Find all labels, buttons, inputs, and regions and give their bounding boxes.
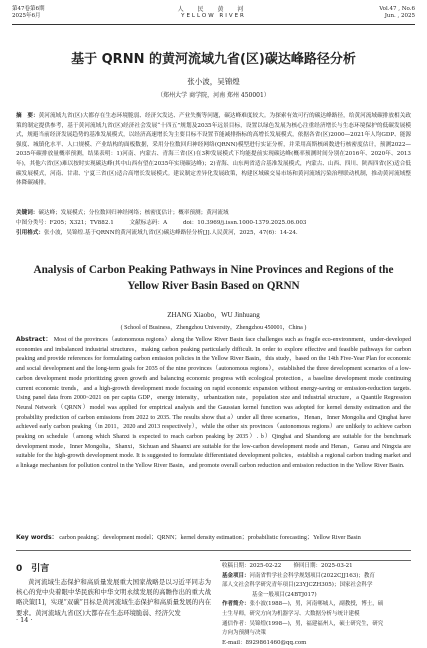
- abstract-en-text: Most of the provinces（autonomous regions）along the Yellow River Basin face challenges such as fragile eco-environment，under-developed economies and imbalanced industrial structures，making carbon peaking particularly difficult. In order to explore effective and feasible pathways for carbon peaking and provide references for formulating carbon emission policies in the Yellow River Basin，this study，based on the 14th Five-Year Plan for economic and social development and the long-term goals for 2035 of the nine provinces（autonomous regions），established the three development scenarios of a low-carbon development mode prioritizing green growth and balancing economic progress with ecological protection，a baseline development mode continuing current economic trends，and a high-growth development mode focusing on rapid economic expansion without energy-saving or emission-reduction targets. Using panel data from 2000~2021 on per capita GDP，energy intensity，urbanization rate，population size and industrial structure，a Quantile Regression Neural Network（QRNN）model was applied for empirical analysis and the Gaussian kernel function was adopted for kernel density estimation and the probability prediction of carbon emissions from 2022 to 2035. The results show that a）under all three scenarios，Henan，Inner Mongolia and Qinghai have achieved early carbon peaking（in 2011，2020 and 2013 respectively），while the other six provinces（autonomous regions）are unlikely to achieve carbon peaking on schedule（among which Shanxi is expected to reach carbon peaking by 2035）. b）Qinghai and Shandong are suitable for the benchmark development mode，Inner Mongolia，Shanxi，Sichuan and Shaanxi are suitable for the low-carbon development mode and Henan，Gansu and Ningxia are suitable for the high-growth development mode. It is suggested to formulate differentiated development policies，establish a regional carbon trading market and a linkage mechanism for pollution control in the Yellow River Basin，and promote overall carbon reduction and emission reduction in the Yellow River Basin.: [16, 337, 412, 470]
- affiliation-cn: （郑州大学 商学院，河南 郑州 450001）: [157, 92, 270, 99]
- page-number: · 14 ·: [16, 616, 33, 624]
- document-code: 文献标志码：A: [129, 220, 168, 226]
- footnote: [222, 562, 411, 648]
- citation-cn-text: 张小波，吴锦煌.基于QRNN的黄河流域九省(区)碳达峰路径分析[J].人民黄河，2025，47(6)：14-24.: [43, 230, 298, 236]
- header-date-en: Jun. , 2025: [384, 13, 415, 19]
- citation-cn-label: 引用格式：: [16, 230, 44, 236]
- header-volume-cn: 第47卷第6期: [12, 6, 45, 12]
- author-email: E-mail：8929861460@qq.com: [222, 639, 307, 646]
- abstract-en: [16, 335, 411, 472]
- citation-cn: [16, 229, 411, 239]
- fund-label: 基金项目：: [222, 572, 250, 579]
- header-journal-cn: 人 民 黄 河: [177, 6, 250, 13]
- authors-en: ZHANG Xiaobo，WU Jinhuang: [167, 311, 260, 319]
- keywords-en: [16, 533, 411, 544]
- author-line-4: 方向为预测与决策: [222, 630, 267, 637]
- clc-number: 中图分类号：F205；X321；TV882.1: [16, 220, 114, 226]
- title-en: Analysis of Carbon Peaking Pathways in Nine Provinces and Regions of the Yellow River Basin Based on QRNN: [33, 264, 394, 292]
- footnote-rule: [220, 560, 411, 561]
- header-rule: [12, 24, 415, 25]
- dates-line: [222, 562, 411, 572]
- author-line-3: 通信作者：吴锦煌(1998—)，男，福建福州人，硕士研究生，研究: [222, 620, 384, 627]
- abstract-cn-label: 摘 要：: [16, 113, 39, 119]
- section-heading-intro: 0 引言: [16, 564, 50, 574]
- header-right: [379, 6, 415, 20]
- received-date: 收稿日期：2025-02-22: [222, 563, 282, 569]
- doi: doi：10.3969/j.issn.1000-1379.2025.06.003: [182, 220, 307, 226]
- classification-line: [16, 219, 411, 229]
- author-text-1: 张小波(1988—)，男，河南郸城人，副教授，博士，硕: [249, 601, 384, 608]
- header-center: [12, 6, 415, 20]
- section-divider: [16, 550, 411, 551]
- intro-paragraph: 黄河流域生态保护和高质量发展重大国家战略是以习近平同志为核心的党中央着眼中华民族和中华文明永续发展的高瞻作出的重大战略决策[1]，实现“双碳”目标是黄河流域生态保护和高质量发展的内在要求。黄河流域九省(区)大都存在生态环境脆弱、经济欠发: [16, 578, 211, 617]
- fund-text-1: 河南省哲学社会科学规划项目(2022CJJ163)；教育: [249, 572, 375, 579]
- authors-cn: 张小波，吴锦煌: [187, 77, 240, 86]
- revised-date: 修回日期：2025-03-21: [293, 563, 353, 569]
- header-date-cn: 2025年6月: [12, 13, 41, 19]
- abstract-cn-text: 黄河流域九省(区)大都存在生态环境脆弱、经济欠发达、产业失衡等问题，碳达峰难度较大。为探索有效可行的碳达峰路径，给黄河流域碳排放相关政策的制定提供参考，基于黄河流域九省(区)经济社会发展“十四五”规划及2035年远景目标，设置以绿色发展为核心注重经济增长与生态环境保护的低碳发展模式，规避当前经济发展趋势的基准发展模式，以经济高速增长为主要目标不设置节能减排指标的高增长发展模式，依据各省(区)2000—2021年人均GDP、能源强度、城镇化水平、人口规模、产业结构的面板数据，采用分位数回归神经网络(QRNN)模型进行实证分析，并采用高斯核函数进行核密度估计，预测2022—2035年碳排放量概率预测，结果表明：1)河南、内蒙古、青海三省(区)在3种发展模式下均能提前实现碳达峰(概率预测时间分别在2016年、2020年、2013年)，其他六省(区)难以按时实现碳达峰(其中山西有望在2035年实现碳达峰)；2)青海、山东两省适合基准发展模式，内蒙古、山西、四川、陕西四省(区)适合低碳发展模式，河南、甘肃、宁夏三省(区)适合高增长发展模式。建议制定差异化发展政策，构建区域碳交易市场和黄河流域污染治理联动机制，推动黄河流域整体降碳减排。: [16, 113, 411, 187]
- author-line-1: [222, 600, 411, 610]
- keywords-cn-label: 关键词：: [16, 210, 39, 216]
- affiliation-en: ( School of Business，Zhengzhou University，Zhengzhou 450001，China ): [120, 325, 307, 331]
- author-label: 作者简介：: [222, 601, 250, 608]
- keywords-en-text: carbon peaking；development model；QRNN；kernel density estimation；probabilistic forecasting；Yellow River Basin: [59, 535, 361, 541]
- fund-line-3: 基金一般项目(24BTJ017): [252, 591, 317, 598]
- title-cn: 基于 QRNN 的黄河流域九省(区)碳达峰路径分析: [71, 52, 356, 67]
- abstract-en-label: Abstract：: [16, 336, 52, 343]
- keywords-cn: [16, 209, 411, 219]
- keywords-en-label: Key words：: [16, 534, 58, 541]
- fund-line-1: [222, 572, 411, 582]
- fund-line-2: 部人文社会科学研究青年项目(23YJCZH305)；国家社会科学: [222, 582, 373, 589]
- header-volume-en: Vol.47 , No.6: [379, 6, 415, 12]
- header-journal-en: YELLOW RIVER: [181, 13, 246, 19]
- abstract-cn: [16, 112, 411, 189]
- author-line-2: 士生导师，研究方向为机器学习、大数据分析与统计建模: [222, 610, 360, 617]
- keywords-cn-text: 碳达峰；发展模式；分位数回归神经网络；核密度估计；概率预测；黄河流域: [38, 210, 229, 216]
